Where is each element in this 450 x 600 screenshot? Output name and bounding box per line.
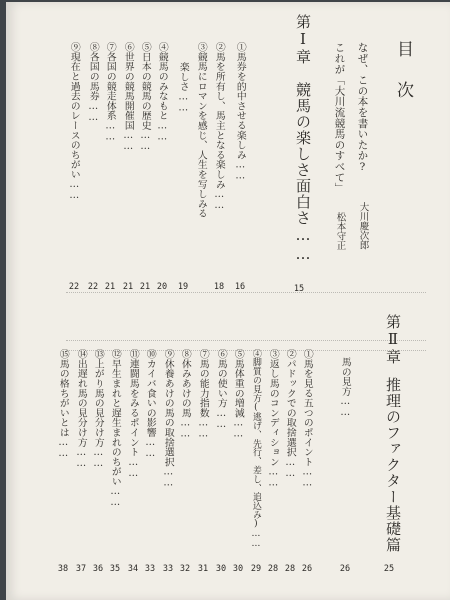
ch2-entry-3-page: 28	[267, 564, 279, 574]
preface-1-text: なぜ、この本を書いたか?	[356, 42, 369, 174]
ch2-entry-2-page: 28	[284, 564, 296, 574]
ch1-entry-1-page: 16	[234, 282, 246, 292]
ch2-entry-15: ⑮馬の格ちがいとは……	[57, 349, 69, 460]
preface-2-author: 松本守正	[334, 212, 346, 250]
ch2-entry-10-page: 33	[144, 564, 156, 574]
ch1-entry-2-page: 18	[213, 282, 225, 292]
ch2-entry-9: ⑨休養あけの馬の取捨選択……	[162, 349, 174, 489]
ch1-entry-9-page: 22	[68, 282, 80, 292]
ch2-entry-10: ⑩カイバ食いの影響……	[144, 349, 156, 460]
page-rule	[66, 292, 426, 293]
ch1-entry-3: ③競馬にロマンを感じ、人生を写しみる	[195, 42, 207, 219]
ch2-entry-12-page: 35	[109, 564, 121, 574]
chapter-1-page: 15	[293, 284, 305, 294]
ch2-entry-3: ③返し馬のコンディション……	[267, 349, 279, 489]
ch2-entry-11-page: 34	[127, 564, 139, 574]
ch2-entry-4: ④脚質の見方(逃げ、先行、差し、追込み)……	[250, 349, 261, 550]
page-rule	[66, 340, 426, 341]
ch1-entry-4: ④競馬のみなもと……	[156, 42, 168, 143]
ch1-entry-7-page: 21	[104, 282, 116, 292]
preface-1-author: 大川慶次郎	[357, 202, 369, 250]
preface-2-text: これが「大川流競馬のすべて」	[333, 42, 346, 194]
ch2-entry-7-page: 31	[197, 564, 209, 574]
ch1-entry-8-page: 22	[87, 282, 99, 292]
ch2-entry-12: ⑫早生まれと遅生まれのちがい……	[109, 349, 121, 509]
chapter-1-label: 第Ⅰ章	[294, 14, 312, 65]
ch2-entry-1-page: 26	[301, 564, 313, 574]
ch1-entry-6: ⑥世界の競馬開催国……	[122, 42, 134, 153]
ch2-section-page: 26	[339, 564, 351, 574]
ch2-entry-11: ⑪連闘馬をみるポイント……	[127, 349, 139, 479]
ch2-entry-5-page: 30	[232, 564, 244, 574]
ch1-entry-8: ⑧各国の馬券……	[87, 42, 99, 123]
ch2-entry-13-page: 36	[92, 564, 104, 574]
ch1-entry-3-page: 19	[177, 282, 189, 292]
ch2-entry-5: ⑤馬体重の増減……	[232, 349, 244, 440]
ch1-entry-7: ⑦各国の競走体系……	[104, 42, 116, 143]
chapter-2-label: 第Ⅱ章	[384, 314, 402, 365]
ch1-entry-3-continuation: 楽しさ……	[177, 62, 189, 114]
ch2-entry-7: ⑦馬の能力指数……	[197, 349, 209, 440]
ch2-entry-15-page: 38	[57, 564, 69, 574]
ch2-entry-6: ⑥馬の使い方……	[215, 349, 227, 430]
ch1-entry-6-page: 21	[122, 282, 134, 292]
ch2-entry-9-page: 33	[162, 564, 174, 574]
ch2-entry-14-page: 37	[75, 564, 87, 574]
ch2-entry-1: ①馬を見る五つのポイント……	[301, 349, 313, 489]
ch2-entry-2: ②パドックでの取捨選択……	[284, 349, 296, 479]
ch2-entry-8-page: 32	[179, 564, 191, 574]
ch1-entry-4-page: 20	[156, 282, 168, 292]
chapter-1-title: 競馬の楽しさ面白さ……	[294, 82, 312, 264]
ch2-entry-4-page: 29	[250, 564, 262, 574]
ch1-entry-9: ⑨現在と過去のレースのちがい……	[68, 42, 80, 202]
ch2-section-heading: 馬の見方……	[339, 357, 351, 419]
chapter-2-title: 推理のファクター基礎篇	[384, 377, 402, 553]
ch1-entry-5: ⑤日本の競馬の歴史……	[139, 42, 151, 153]
book-page	[6, 2, 450, 600]
ch2-entry-14: ⑭出遅れ馬の見分け方……	[75, 349, 87, 469]
ch2-entry-8: ⑧休みあけの馬……	[179, 349, 191, 440]
ch1-entry-1: ①馬券を的中させる楽しみ……	[234, 42, 246, 182]
page-title: 目次	[393, 40, 413, 122]
ch2-entry-13: ⑬上がり馬の見分け方……	[92, 349, 104, 469]
chapter-2-page: 25	[383, 564, 395, 574]
ch2-entry-6-page: 30	[215, 564, 227, 574]
ch1-entry-2: ②馬を所有し、馬主となる楽しみ……	[213, 42, 225, 211]
ch1-entry-5-page: 21	[139, 282, 151, 292]
